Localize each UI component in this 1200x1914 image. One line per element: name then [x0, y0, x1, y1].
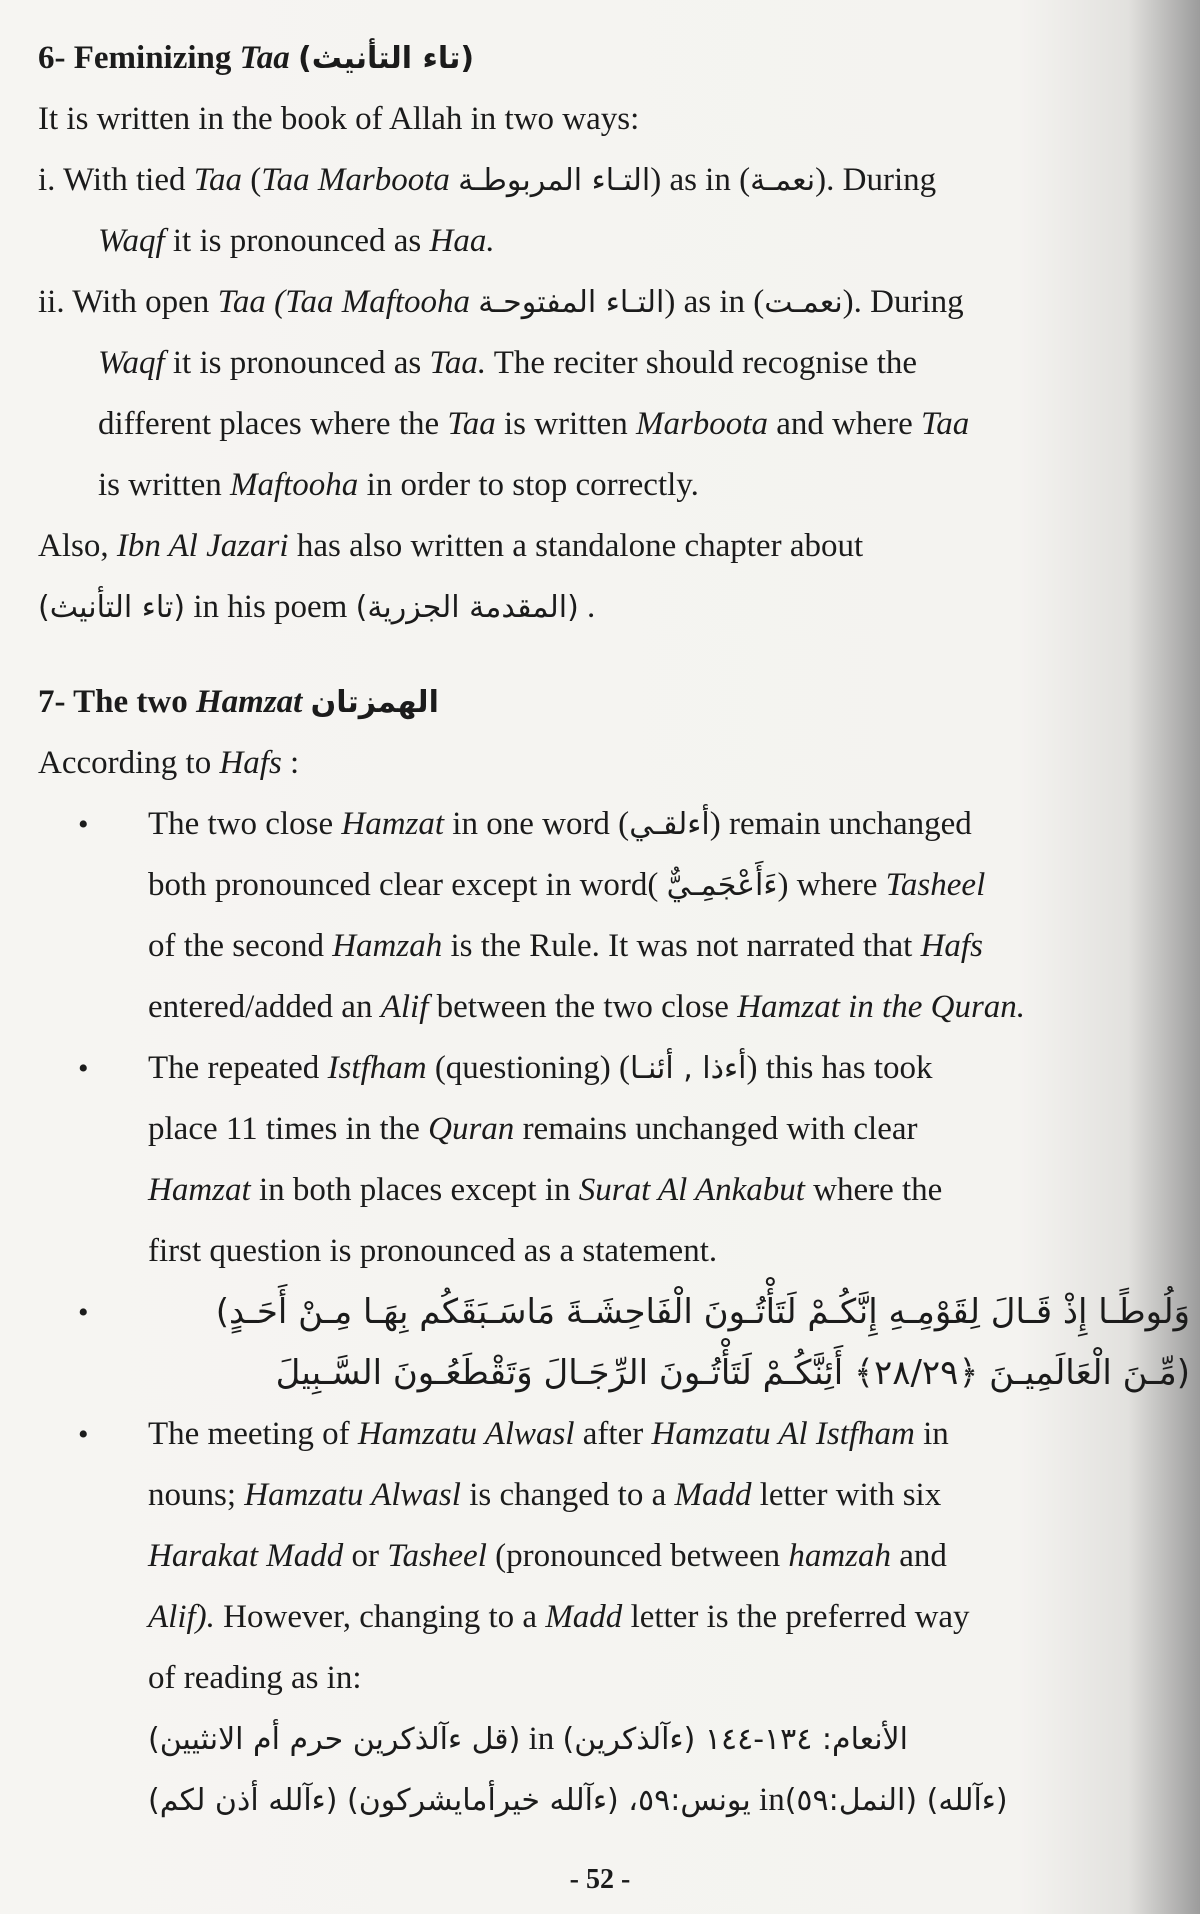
text: letter is the preferred way	[622, 1599, 970, 1635]
term: Hamzat	[341, 806, 445, 842]
term: Surat Al Ankabut	[578, 1172, 805, 1208]
text: in order to stop correctly.	[358, 467, 699, 503]
heading-term: Hamzat	[195, 684, 303, 720]
text: in	[520, 1721, 563, 1757]
bullet-1-line-3	[38, 916, 1190, 977]
term: Taa	[193, 162, 243, 198]
bullet-4-line-1	[38, 1404, 1190, 1465]
text: in his poem	[185, 589, 356, 625]
term: Hamzat	[148, 1172, 251, 1208]
term: Waqf	[98, 223, 165, 259]
item-ii-line-3	[38, 394, 1190, 455]
bullet-3-line-2	[38, 1343, 1190, 1404]
term: Hafs	[219, 745, 282, 781]
text: entered/added an	[148, 989, 381, 1025]
term: Taa Marboota	[261, 162, 450, 198]
item-i-line-1	[38, 150, 1190, 211]
text: in	[914, 1416, 949, 1452]
text: i. With tied	[38, 162, 194, 198]
arabic-text: ءَأَعْجَمِـيٌّ	[666, 868, 778, 903]
text: in	[750, 1782, 785, 1818]
also-line-2	[38, 577, 1190, 638]
text: (	[242, 162, 262, 198]
text: (pronounced between	[486, 1538, 789, 1574]
quran-verse-line-2: (مِّـنَ الْعَالَمِيـنَ ﴿٢٨/٢٩﴾ أَئِنَّكُـمْ لَتَأْتُـونَ الرِّجَـالَ وَتَقْطَعُـونَ السَّـبِيلَ	[275, 1353, 1190, 1393]
bullet-2-line-2	[38, 1099, 1190, 1160]
term: Tasheel	[387, 1538, 487, 1574]
bullet-1-line-2	[38, 855, 1190, 916]
text: and	[891, 1538, 947, 1574]
arabic-text: نعمـت	[764, 285, 843, 320]
text: nouns;	[148, 1477, 245, 1513]
text: it is pronounced as	[164, 345, 430, 381]
item-ii-line-2	[38, 333, 1190, 394]
heading-term: Taa	[239, 40, 290, 76]
text: The reciter should recognise the	[486, 345, 918, 381]
bullet-1-line-1	[38, 794, 1190, 855]
text: ) where	[777, 867, 886, 903]
also-line-1	[38, 516, 1190, 577]
section-7-heading	[38, 672, 1190, 733]
text: (questioning) (	[426, 1050, 631, 1086]
term: Madd	[674, 1477, 752, 1513]
arabic-text: (النمل:٥٩) (ءآلله)	[784, 1783, 1008, 1818]
text: According to	[38, 745, 220, 781]
term: Hamzatu Alwasl	[357, 1416, 575, 1452]
term: Ibn Al Jazari	[116, 528, 289, 564]
text: However, changing to a	[214, 1599, 546, 1635]
item-ii-line-1	[38, 272, 1190, 333]
arabic-text: (ءآلله أذن لكم) يونس:٥٩، (ءآلله خيرأمايشركون)	[148, 1783, 751, 1818]
term: Tasheel	[885, 867, 986, 903]
term: Waqf	[98, 345, 165, 381]
term: Alif).	[148, 1599, 215, 1635]
text: ) as in (	[664, 284, 765, 320]
term: Hamzatu Al Istfham	[651, 1416, 915, 1452]
section-6-intro: It is written in the book of Allah in two ways:	[38, 101, 640, 137]
text: The meeting of	[148, 1416, 358, 1452]
term: Harakat Madd	[148, 1538, 344, 1574]
arabic-text: التـاء المربوطـة	[458, 163, 651, 198]
text: The two close	[148, 806, 342, 842]
bullet-4-line-3	[38, 1526, 1190, 1587]
text: has also written a standalone chapter about	[288, 528, 864, 564]
arabic-text: نعمـة	[750, 163, 816, 198]
text: The repeated	[148, 1050, 328, 1086]
bullet-icon: •	[78, 1052, 89, 1085]
arabic-text: أءذا , أئنـا	[630, 1051, 747, 1086]
item-ii-line-4	[38, 455, 1190, 516]
arabic-text: (تاء التأنيث)	[38, 590, 186, 625]
bullet-4-line-4	[38, 1587, 1190, 1648]
bullet-4-line-7	[38, 1770, 1190, 1831]
bullet-icon: •	[78, 1418, 89, 1451]
bullet-icon: •	[78, 808, 89, 841]
term: Alif	[380, 989, 429, 1025]
text: ii. With open	[38, 284, 218, 320]
bullet-1-line-4	[38, 977, 1190, 1038]
term: Taa.	[429, 345, 487, 381]
page-number: - 52 -	[569, 1864, 631, 1895]
text: where the	[804, 1172, 943, 1208]
heading-arabic: (تاء التأنيث)	[298, 41, 475, 76]
text: first question is pronounced as a statement.	[148, 1233, 718, 1269]
term: Maftooha	[229, 467, 359, 503]
text: :	[281, 745, 300, 781]
term: Taa	[447, 406, 496, 442]
bullet-4-line-2	[38, 1465, 1190, 1526]
heading-arabic: الهمزتان	[310, 685, 439, 720]
bullet-icon: •	[78, 1296, 89, 1329]
text: ). During	[815, 162, 937, 198]
term: Haa.	[429, 223, 495, 259]
bullet-2-line-3	[38, 1160, 1190, 1221]
text: after	[574, 1416, 652, 1452]
text: ) this has took	[746, 1050, 933, 1086]
item-i-line-2	[38, 211, 1190, 272]
term: Hamzatu Alwasl	[244, 1477, 461, 1513]
arabic-text: (قل ءآلذكرين حرم أم الانثيين)	[148, 1722, 521, 1757]
text: remains unchanged with clear	[514, 1111, 918, 1147]
term: Istfham	[327, 1050, 427, 1086]
term: Taa (Taa Maftooha	[217, 284, 471, 320]
arabic-text: الأنعام: ١٣٤-١٤٤ (ءآلذكرين)	[562, 1722, 908, 1757]
term: Madd	[545, 1599, 623, 1635]
text: between the two close	[428, 989, 738, 1025]
according-line	[38, 733, 1190, 794]
text: in one word (	[444, 806, 630, 842]
text: .	[578, 589, 596, 625]
text: different places where the	[98, 406, 448, 442]
text: letter with six	[751, 1477, 942, 1513]
section-6-heading	[38, 28, 1190, 89]
text: is written	[98, 467, 230, 503]
text: ) as in (	[650, 162, 751, 198]
text: Also,	[38, 528, 117, 564]
text: and where	[767, 406, 921, 442]
term: Marboota	[635, 406, 768, 442]
bullet-4-line-5	[38, 1648, 1190, 1709]
text: is the Rule. It was not narrated that	[442, 928, 921, 964]
page-content	[38, 28, 1190, 1831]
arabic-text: التـاء المفتوحـة	[478, 285, 665, 320]
text: is written	[495, 406, 636, 442]
section-gap	[38, 638, 1190, 672]
text: it is pronounced as	[164, 223, 430, 259]
bullet-3-line-1	[38, 1282, 1190, 1343]
quran-verse-line-1: وَلُوطًـا إِذْ قَـالَ لِقَوْمِـهِ إِنَّكُـمْ لَتَأْتُـونَ الْفَاحِشَـةَ مَاسَـبَقَكُم بِهَـا مِـنْ أَحَـدٍ)	[215, 1292, 1190, 1332]
text: of reading as in:	[148, 1660, 362, 1696]
term: Hamzat in the Quran.	[737, 989, 1026, 1025]
term: Quran	[428, 1111, 515, 1147]
text: both pronounced clear except in word(	[148, 867, 667, 903]
text: place 11 times in the	[148, 1111, 429, 1147]
bullet-4-line-6	[38, 1709, 1190, 1770]
arabic-text: أءلقـي	[629, 807, 710, 842]
text: ). During	[842, 284, 964, 320]
bullet-2-line-1	[38, 1038, 1190, 1099]
text: is changed to a	[460, 1477, 675, 1513]
term: Hamzah	[332, 928, 443, 964]
term: Hafs	[920, 928, 983, 964]
heading-text: 6- Feminizing	[38, 40, 240, 76]
arabic-text: (المقدمة الجزرية)	[355, 590, 579, 625]
term: Taa	[920, 406, 970, 442]
text: or	[343, 1538, 388, 1574]
heading-text: 7- The two	[38, 684, 196, 720]
term: hamzah	[788, 1538, 892, 1574]
bullet-2-line-4	[38, 1221, 1190, 1282]
text: ) remain unchanged	[709, 806, 972, 842]
text: of the second	[148, 928, 333, 964]
text: in both places except in	[250, 1172, 579, 1208]
